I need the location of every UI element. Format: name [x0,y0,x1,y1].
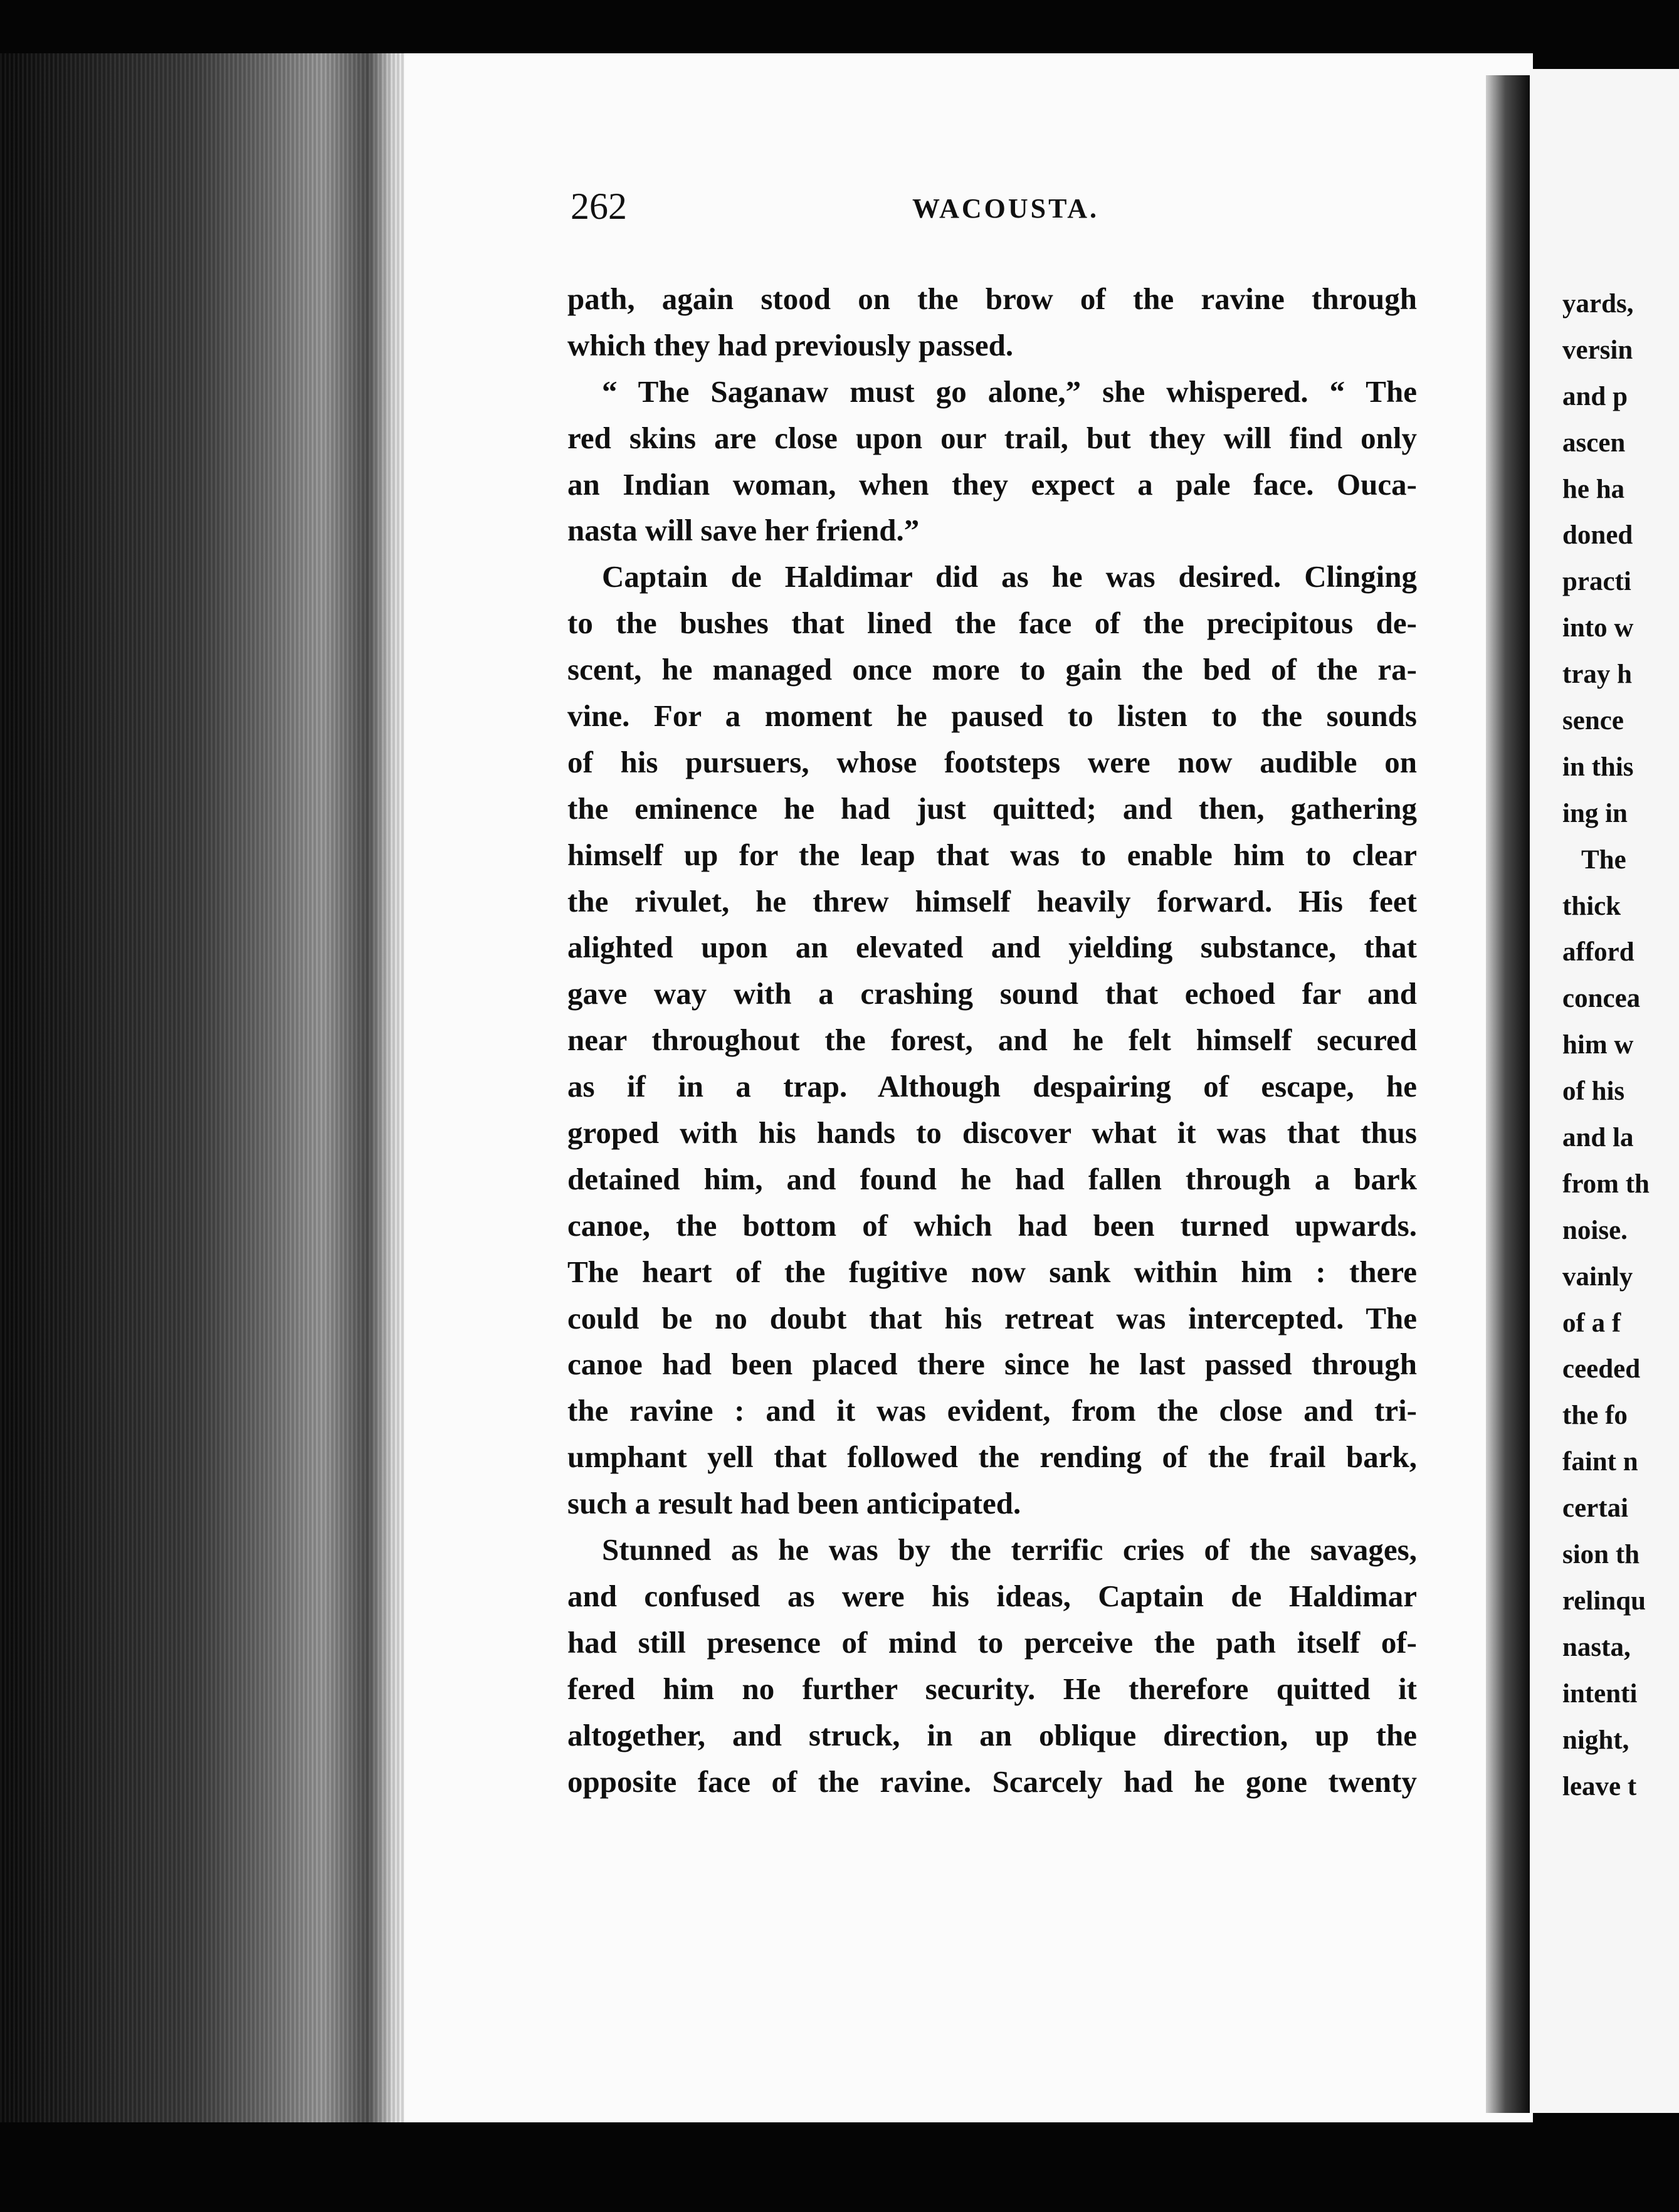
text-line: canoe had been placed there since he last passed through [567,1347,1417,1382]
text-line: groped with his hands to discover what it was that thus [567,1115,1417,1151]
opposite-text-line: faint n [1562,1447,1638,1477]
opposite-text-line: tray h [1562,660,1633,690]
text-line: could be no doubt that his retreat was intercepted. The [567,1300,1417,1335]
opposite-text-line: he ha [1562,474,1625,504]
text-line: The heart of the fugitive now sank within him : there [567,1254,1417,1289]
text-line: gave way with a crashing sound that echoed far and [567,976,1417,1011]
opposite-text-line: thick [1562,891,1621,921]
opposite-text-line: nasta, [1562,1632,1631,1662]
opposite-text-line: certai [1562,1493,1629,1524]
text-line: the eminence he had just quitted; and then, gathering [567,791,1417,826]
text-line: red skins are close upon our trail, but they will find only [567,420,1417,455]
text-line: altogether, and struck, in an oblique direction, up the [567,1717,1417,1752]
opposite-text-line: and p [1562,381,1628,411]
opposite-text-line: sion th [1562,1540,1640,1570]
opposite-text-line: yards, [1562,289,1634,319]
opposite-text-line: in this [1562,752,1634,782]
opposite-text-line: the fo [1562,1401,1628,1431]
opposite-text-line: ceeded [1562,1354,1641,1384]
text-line: had still presence of mind to perceive the path itself of- [567,1625,1417,1660]
text-line: scent, he managed once more to gain the bed of the ra- [567,652,1417,687]
opposite-text-line: of his [1562,1077,1625,1107]
text-line: Stunned as he was by the terrific cries of the savages, [602,1532,1417,1567]
body-text [567,276,1417,1804]
text-line: path, again stood on the brow of the ravine through [567,282,1417,316]
book-gutter [1486,75,1530,2113]
opposite-text-line: practi [1562,567,1631,597]
page-number: 262 [571,186,627,227]
text-line: such a result had been anticipated. [567,1486,1021,1521]
text-line: vine. For a moment he paused to listen to the sounds [567,698,1417,734]
text-line: nasta will save her friend.” [567,513,920,548]
opposite-text-line: versin [1562,335,1633,365]
book-edge-left [0,53,404,2122]
text-line: opposite face of the ravine. Scarcely had he gone twenty [567,1764,1417,1799]
opposite-text-line: ascen [1562,428,1626,458]
opposite-text-line: sence [1562,706,1624,736]
opposite-text-line: intenti [1562,1678,1638,1709]
opposite-text-line: of a f [1562,1308,1621,1338]
text-line: near throughout the forest, and he felt himself secured [567,1023,1417,1058]
opposite-text-line: ing in [1562,798,1628,828]
running-head [571,185,1398,241]
opposite-text-line: doned [1562,520,1633,550]
text-line: the rivulet, he threw himself heavily forward. His feet [567,883,1417,919]
opposite-text-line: him w [1562,1030,1634,1060]
text-line: umphant yell that followed the rending of the frail bark, [567,1440,1417,1475]
text-line: “ The Saganaw must go alone,” she whispered. “ The [602,374,1417,409]
opposite-text-line: vainly [1562,1261,1633,1292]
text-line: himself up for the leap that was to enable him to clear [567,837,1417,872]
text-line: Captain de Haldimar did as he was desired. Clinging [602,559,1417,594]
text-line: alighted upon an elevated and yielding substance, that [567,930,1417,965]
opposite-text-line: night, [1562,1725,1629,1755]
opposite-text-line: noise. [1562,1215,1628,1245]
text-line: detained him, and found he had fallen through a bark [567,1161,1417,1196]
text-line: which they had previously passed. [567,327,1014,362]
text-line: and confused as were his ideas, Captain de Haldimar [567,1578,1417,1613]
opposite-text-line: leave t [1562,1771,1637,1801]
opposite-text-line: from th [1562,1169,1650,1199]
opposite-text-line: concea [1562,984,1641,1014]
opposite-page-text [1562,281,1679,1809]
opposite-text-line: afford [1562,937,1634,967]
text-line: to the bushes that lined the face of the precipitous de- [567,606,1417,641]
text-line: fered him no further security. He therefore quitted it [567,1671,1417,1706]
opposite-text-line: and la [1562,1123,1634,1153]
text-line: as if in a trap. Although despairing of escape, he [567,1069,1417,1104]
opposite-text-line: into w [1562,613,1634,643]
text-line: canoe, the bottom of which had been turned upwards. [567,1208,1417,1243]
text-line: of his pursuers, whose footsteps were now audible on [567,744,1417,779]
text-line: an Indian woman, when they expect a pale face. Ouca- [567,466,1417,502]
text-line: the ravine : and it was evident, from the close and tri- [567,1393,1417,1428]
opposite-text-line: relinqu [1562,1586,1646,1616]
running-title: WACOUSTA. [912,193,1100,224]
opposite-text-line: The [1581,845,1626,875]
